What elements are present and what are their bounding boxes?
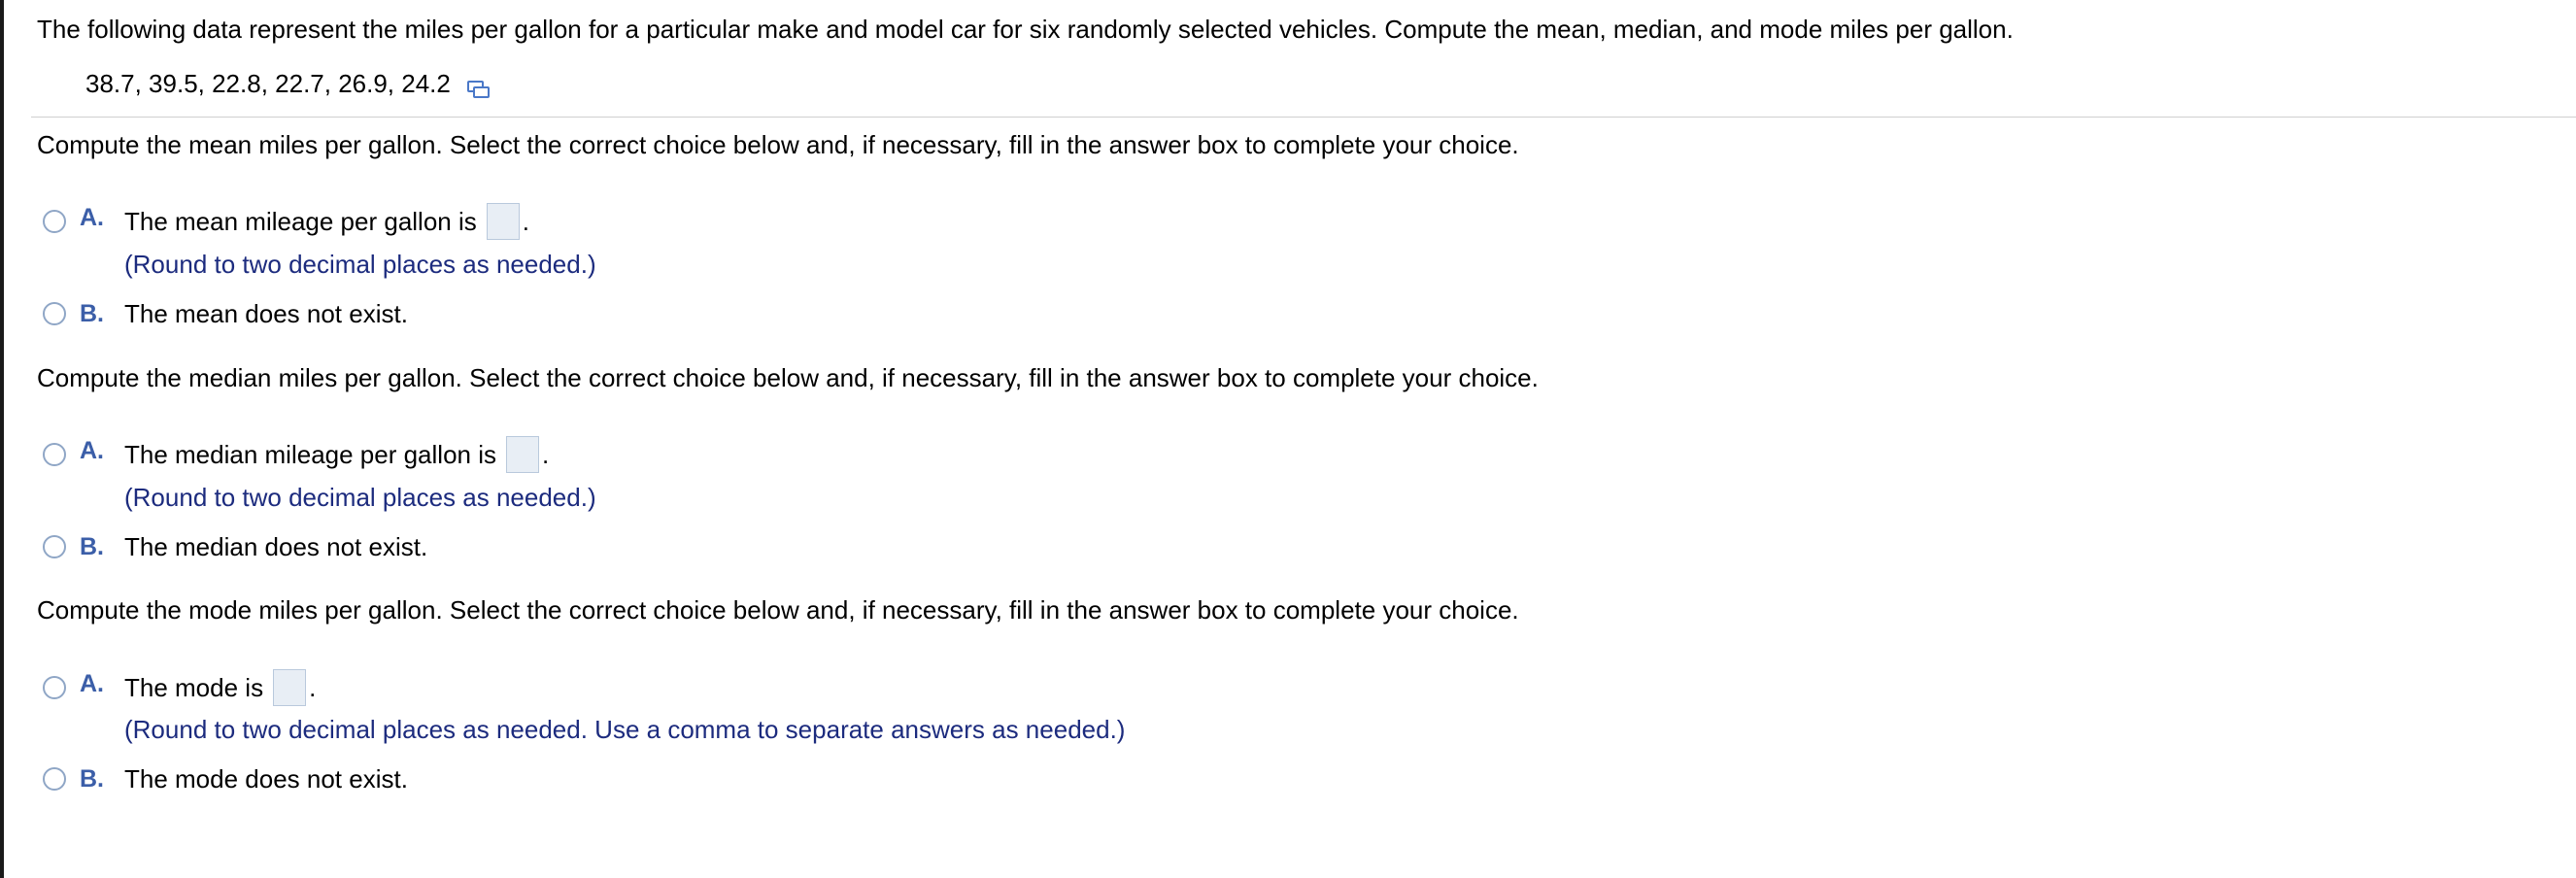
mean-option-b[interactable]: [43, 294, 408, 333]
mean-option-b-text: The mean does not exist.: [124, 299, 408, 328]
option-letter: A.: [80, 669, 104, 697]
median-rounding-hint: (Round to two decimal places as needed.): [124, 483, 596, 512]
copy-data-icon[interactable]: [466, 75, 491, 96]
mode-option-b-text: The mode does not exist.: [124, 764, 408, 794]
median-option-a-radio[interactable]: [43, 443, 66, 466]
mean-option-b-radio[interactable]: [43, 302, 66, 325]
option-letter: A.: [80, 203, 104, 231]
question-intro: The following data represent the miles per gallon for a particular make and model car for six randomly selected vehicles. Compute the mean, median, and mode miles per gallon.: [37, 15, 2014, 44]
answer-suffix: .: [522, 207, 529, 236]
mode-answer-box[interactable]: [273, 669, 306, 706]
option-letter: A.: [80, 436, 104, 464]
median-answer-box[interactable]: [506, 436, 539, 473]
median-option-a[interactable]: [43, 435, 549, 474]
option-letter: B.: [80, 764, 104, 793]
option-letter: B.: [80, 299, 104, 327]
mean-prompt: Compute the mean miles per gallon. Select the correct choice below and, if necessary, fill in the answer box to complete your choice.: [37, 130, 1519, 159]
mode-option-a-text: The mode is: [124, 673, 264, 702]
median-option-a-text: The median mileage per gallon is: [124, 440, 496, 469]
median-option-b-text: The median does not exist.: [124, 532, 428, 561]
median-option-b[interactable]: [43, 527, 427, 566]
answer-suffix: .: [542, 440, 550, 469]
mode-option-b-radio[interactable]: [43, 767, 66, 791]
mode-prompt: Compute the mode miles per gallon. Select the correct choice below and, if necessary, fill in the answer box to complete your choice.: [37, 595, 1519, 625]
option-letter: B.: [80, 532, 104, 560]
data-values: 38.7, 39.5, 22.8, 22.7, 26.9, 24.2: [85, 69, 451, 98]
mean-option-a[interactable]: [43, 202, 529, 241]
mode-option-b[interactable]: [43, 760, 408, 798]
mode-option-a-radio[interactable]: [43, 676, 66, 699]
median-option-b-radio[interactable]: [43, 535, 66, 558]
mode-option-a[interactable]: [43, 668, 316, 707]
section-divider: [31, 117, 2576, 118]
answer-suffix: .: [309, 673, 317, 702]
mean-option-a-text: The mean mileage per gallon is: [124, 207, 477, 236]
median-prompt: Compute the median miles per gallon. Select the correct choice below and, if necessary, fill in the answer box to complete your choice.: [37, 363, 1539, 392]
mode-rounding-hint: (Round to two decimal places as needed. Use a comma to separate answers as needed.): [124, 715, 1126, 744]
mean-rounding-hint: (Round to two decimal places as needed.): [124, 250, 596, 279]
mean-answer-box[interactable]: [487, 203, 520, 240]
data-values-row: [85, 67, 491, 100]
mean-option-a-radio[interactable]: [43, 210, 66, 233]
